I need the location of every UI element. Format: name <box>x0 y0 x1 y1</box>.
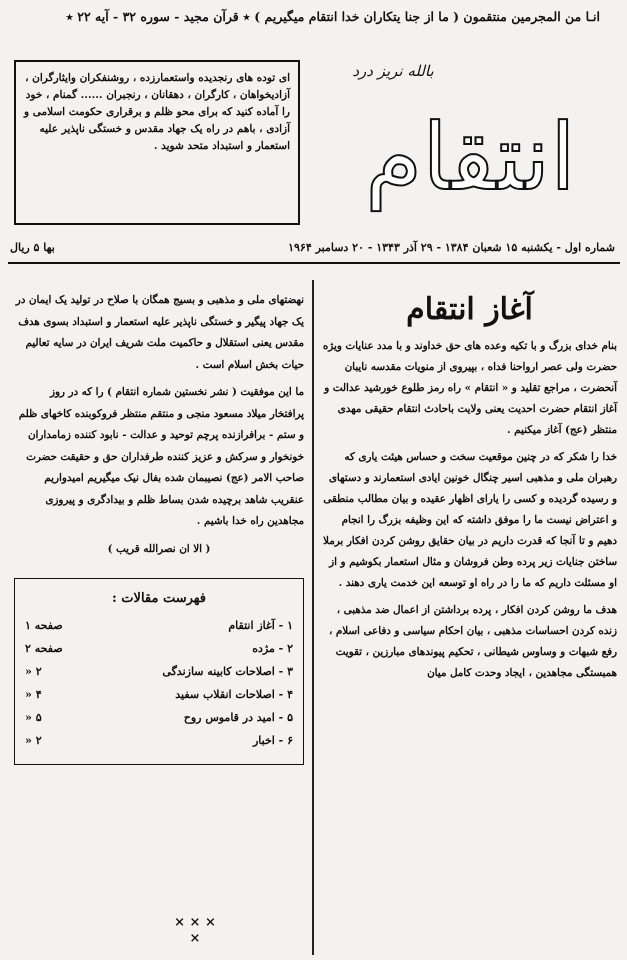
continued-paragraph-1: نهضتهای ملی و مذهبی و بسیج همگان با صلاح در تولید یک ایمان در یک جهاد پیگیر و خستگی ناپذیر علیه استعمار و استبداد بسوی هدف مقدس یعنی استقلال و حاکمیت ملت شریف ایران در سایه تعالیم حیات بخش اسلام است . <box>15 294 304 371</box>
toc-item-title: ۴ - اصلاحات انقلاب سفید <box>175 688 293 701</box>
table-of-contents <box>14 578 304 765</box>
toc-row <box>25 660 293 683</box>
call-to-action-box <box>14 60 300 225</box>
toc-item-title: ۶ - اخبار <box>253 734 293 747</box>
issue-number-date: شماره اول - یکشنبه ۱۵ شعبان ۱۳۸۴ - ۲۹ آذر ۱۳۴۳ - ۲۰ دسامبر ۱۹۶۴ <box>288 241 615 254</box>
continued-paragraph-2: ما این موفقیت ( نشر نخستین شماره انتقام ) را که در روز پرافتخار میلاد مسعود منجی و منتقم منتظر فروکوبنده کاخهای ظلم و ستم - برافرازنده پرچم توحید و عدالت - نابود کننده زمامداران خونخوار و سرکش و عزیز کننده طرفداران حق و حقیقت حضرت صاحب الامر (عج) نصیبمان شده بفال نیک میگیریم امیدواریم عنقریب شاهد برچیده شدن بساط ظلم و بیدادگری و پیروزی مجاهدین راه خدا باشیم . <box>18 386 304 527</box>
lead-paragraph-3: هدف ما روشن کردن افکار ، پرده برداشتن از اعمال ضد مذهبی ، زنده کردن احساسات مذهبی ، بیان احکام سیاسی و دفاعی اسلام ، رفع شبهات و وساوس شیطانی ، تحکیم پیوندهای مبارزین ، تقویت همبستگی مجاهدین ، ایجاد وحدت کامل میان <box>328 604 617 679</box>
toc-item-page: صفحه ۱ <box>25 619 63 632</box>
toc-row <box>25 729 293 752</box>
header-verse: انـا من المجرمين منتقمون ( ما از جنا یتکاران خدا انتقام میگیریم ) ٭ قرآن مجید - سوره ۳۲ - آیه ۲۲ ٭ <box>66 9 600 24</box>
call-to-action-text: ای توده های رنجدیده واستعمارزده ، روشنفکران وایثارگران ، آزادیخواهان ، کارگران ، دهقانان ، رنجبران ...... گمنام ، خود را آماده کنید که برای محو ظلم و برقراری حکومت اسلامی و آزادی ، باهم در راه یک جهاد مقدس و خستگی ناپذیر علیه استعمار و استبداد متحد شوید . <box>24 72 290 152</box>
toc-item-page: ۵ « <box>25 711 42 724</box>
lead-paragraph-2: خدا را شکر که در چنین موقعیت سخت و حساس هیئت یاری که رهبران ملی و مذهبی اسیر چنگال خونین ایادی استعمارند و دستهای و رسیده گردیده و کسی را یارای اظهار عقیده و بیان مطالب منطقی و اعتراض نیست ما را موفق داشته که این وظیفه بزرگ را انجام دهیم و تا آنجا که قدرت داریم در بیان حقایق روشن کردن افکار برملا ساختن جنایات زیر پرده وطن فروشان و مثال استعمار بکوشیم و از او مسئلت داریم که ما را در راه او توسعه این خدمت یاری دهند . <box>323 451 617 589</box>
column-divider <box>312 280 314 955</box>
toc-title: فهرست مقالات : <box>111 591 207 606</box>
toc-item-page: ۲ « <box>25 734 42 747</box>
masthead <box>318 55 618 235</box>
lead-article <box>322 290 617 690</box>
toc-item-page: ۴ « <box>25 688 42 701</box>
issue-line <box>10 240 615 256</box>
masthead-subtitle: بالله نریز درد <box>352 62 434 80</box>
toc-row <box>25 637 293 660</box>
continued-article <box>14 290 304 765</box>
quran-quote: ( الا ان نصرالله قریب ) <box>107 542 211 555</box>
section-end-marks: × × × × <box>174 915 216 946</box>
toc-item-title: ۵ - امید در قاموس روح <box>183 711 293 724</box>
toc-item-title: ۱ - آغاز انتقام <box>228 619 293 632</box>
lead-headline: آغاز انتقام <box>406 292 533 327</box>
toc-item-page: ۲ « <box>25 665 42 678</box>
header-rule <box>8 262 620 264</box>
issue-price: بها ۵ ریال <box>10 241 55 254</box>
toc-item-title: ۳ - اصلاحات کابینه سازندگی <box>162 665 293 678</box>
toc-row <box>25 614 293 637</box>
toc-row <box>25 683 293 706</box>
toc-item-page: صفحه ۲ <box>25 642 63 655</box>
lead-paragraph-1: بنام خدای بزرگ و با تکیه وعده های حق خداوند و با مدد عنایات ویژه حضرت ولی عصر ارواحنا فداه ، بپیروی از منویات مقدسه نایبان آنحضرت ، مراجع تقلید و « انتقام » راه رمز طلوع خورشید عدالت و آغاز انتقام حضرت احدیت یعنی ولایت باحادث انتقام حقیقی مهدی منتظر (عج) آغاز میکنیم . <box>322 340 617 436</box>
masthead-logo: انتقام <box>365 104 576 211</box>
toc-row <box>25 706 293 729</box>
toc-item-title: ۲ - مژده <box>252 642 293 655</box>
